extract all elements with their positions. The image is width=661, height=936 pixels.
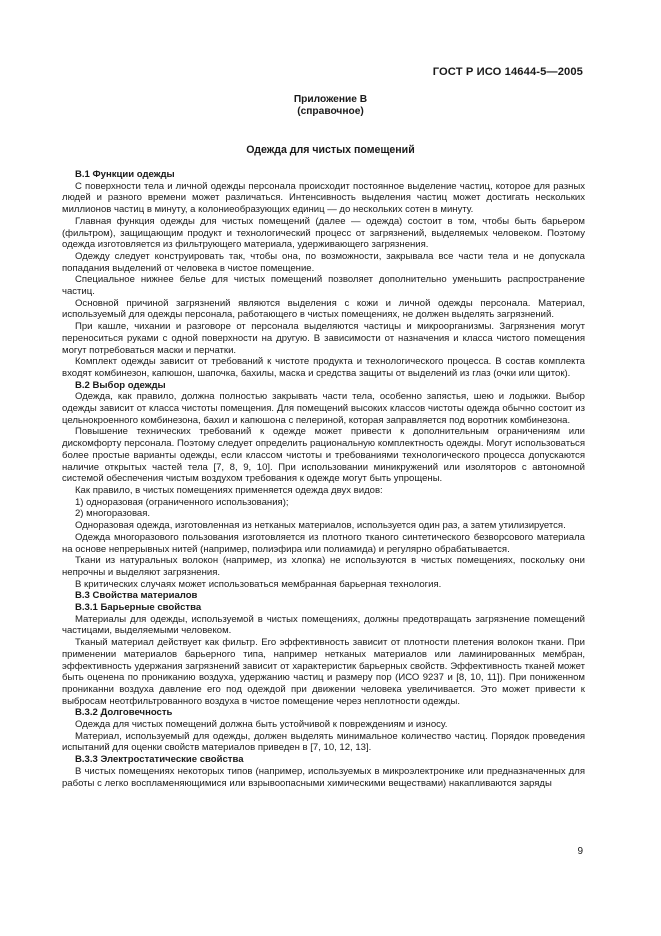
paragraph: Повышение технических требований к одежде может привести к дополнительным ограничениям или дискомфорту персонала. Поэтому следует определить рациональную комплектность одежды. Могут использоваться более простые варианты одежды, если классом чистоты и требованиями технологического процесса допускаются наличие открытых частей тела [7, 8, 9, 10]. При использовании миникружений или изоляторов с автономной системой обеспечения чистым воздухом требования к одежде могут быть упрощены. <box>62 426 585 485</box>
subsection-heading: B.2 Выбор одежды <box>75 379 166 391</box>
paragraph: 2) многоразовая. <box>75 508 151 520</box>
paragraph: Комплект одежды зависит от требований к чистоте продукта и технологического процесса. В состав комплекта входят комбинезон, капюшон, шапочка, бахилы, маска и средства защиты от выделений из глаз (очки или щиток). <box>62 356 585 379</box>
paragraph: 1) одноразовая (ограниченного использования); <box>75 496 289 508</box>
subsection-heading: B.3.1 Барьерные свойства <box>75 602 202 614</box>
paragraph: Специальное нижнее белье для чистых помещений позволяет дополнительно уменьшить распространение частиц. <box>62 274 585 298</box>
paragraph: С поверхности тела и личной одежды персонала происходит постоянное выделение частиц, которое для разных людей и разного времени может различаться. Интенсивность выделения частиц может достигать нескольких миллионов частиц в минуту, а колониеобразующих единиц — до нескольких сотен в минуту. <box>62 180 585 216</box>
paragraph: Как правило, в чистых помещениях применяется одежда двух видов: <box>75 484 383 496</box>
paragraph: Материалы для одежды, используемой в чистых помещениях, должны предотвращать загрязнение помещений частицами, выделяемыми человеком. <box>62 613 585 637</box>
page-number: 9 <box>577 846 583 857</box>
paragraph: Одежда многоразового пользования изготовляется из плотного тканого синтетического безворсового материала на основе непрерывных нитей (например, полиэфира или полиамида) и регулярно обрабатывается. <box>62 531 585 555</box>
subsection-heading: B.1 Функции одежды <box>75 169 175 180</box>
paragraph: Одноразовая одежда, изготовленная из нетканых материалов, используется один раз, а затем утилизируется. <box>75 520 566 532</box>
paragraph: При кашле, чихании и разговоре от персонала выделяются частицы и микроорганизмы. Загрязнения могут переноситься руками с одной поверхности на другую. В зависимости от назначения и класса чистого помещения могут потребоваться маски и перчатки. <box>62 321 585 356</box>
document-code: ГОСТ Р ИСО 14644-5—2005 <box>432 66 583 78</box>
subsection-heading: B.3 Свойства материалов <box>75 590 198 602</box>
paragraph: Одежда для чистых помещений должна быть устойчивой к повреждениям и износу. <box>75 719 448 731</box>
annex-title: Приложение B <box>293 94 368 105</box>
paragraph: Одежду следует конструировать так, чтобы она, по возможности, закрывала все части тела и не допускала попадания выделений от человека в чистое помещение. <box>62 250 585 274</box>
annex-subtitle: (справочное) <box>297 106 364 117</box>
body-text <box>62 169 585 789</box>
paragraph: Материал, используемый для одежды, должен выделять минимальное количество частиц. Порядок проведения испытаний для оценки свойств материалов приведен в [7, 10, 12, 13]. <box>62 730 585 754</box>
section-title: Одежда для чистых помещений <box>246 144 415 156</box>
paragraph: Одежда, как правило, должна полностью закрывать части тела, особенно запястья, шею и лодыжки. Выбор одежды зависит от класса чистоты помещения. Для помещений высоких классов чистоты одежда обычно состоит из цельнокроенного комбинезона, бахил и капюшона с пелериной, которая заправляется под воротник комбинезона. <box>62 391 585 426</box>
paragraph: В чистых помещениях некоторых типов (например, используемых в микроэлектронике или предназначенных для работы с легко воспламеняющимися или взрывоопасными химическими веществами) накапливаются заряды <box>62 765 585 789</box>
paragraph: Основной причиной загрязнений являются выделения с кожи и личной одежды персонала. Материал, используемый для одежды персонала, работающего в чистых помещениях, не должен выделять загрязнений. <box>62 297 585 321</box>
paragraph: Ткани из натуральных волокон (например, из хлопка) не используются в чистых помещениях, поскольку они непрочны и выделяют загрязнения. <box>62 555 585 578</box>
paragraph: Главная функция одежды для чистых помещений (далее — одежда) состоит в том, чтобы быть барьером (фильтром), защищающим продукт и технологический процесс от загрязнений, выделяемых человеком. Поэтому одежда изготовляется из фильтрующего материала, удерживающего загрязнения. <box>62 215 585 251</box>
annex-heading <box>0 94 661 118</box>
subsection-heading: B.3.2 Долговечность <box>75 707 173 719</box>
paragraph: В критических случаях может использоваться мембранная барьерная технология. <box>75 578 442 590</box>
paragraph: Тканый материал действует как фильтр. Его эффективность зависит от плотности плетения волокон ткани. При применении материалов барьерного типа, например нетканых материалов или ламинированных мембран, эффективность удержания загрязнений зависит от характеристик барьерных свойств. Эффективность тканей может быть оценена по прониканию воздуха, удержанию частиц и размеру пор (ИСО 9237 и [8, 10, 11]). При пониженном прониканни воздуха давление его под одеждой при движении человека увеличивается. Это может привести к выбросам неотфильтрованного воздуха в чистое помещение через неплотности одежды. <box>62 637 585 707</box>
subsection-heading: B.3.3 Электростатические свойства <box>75 754 244 766</box>
